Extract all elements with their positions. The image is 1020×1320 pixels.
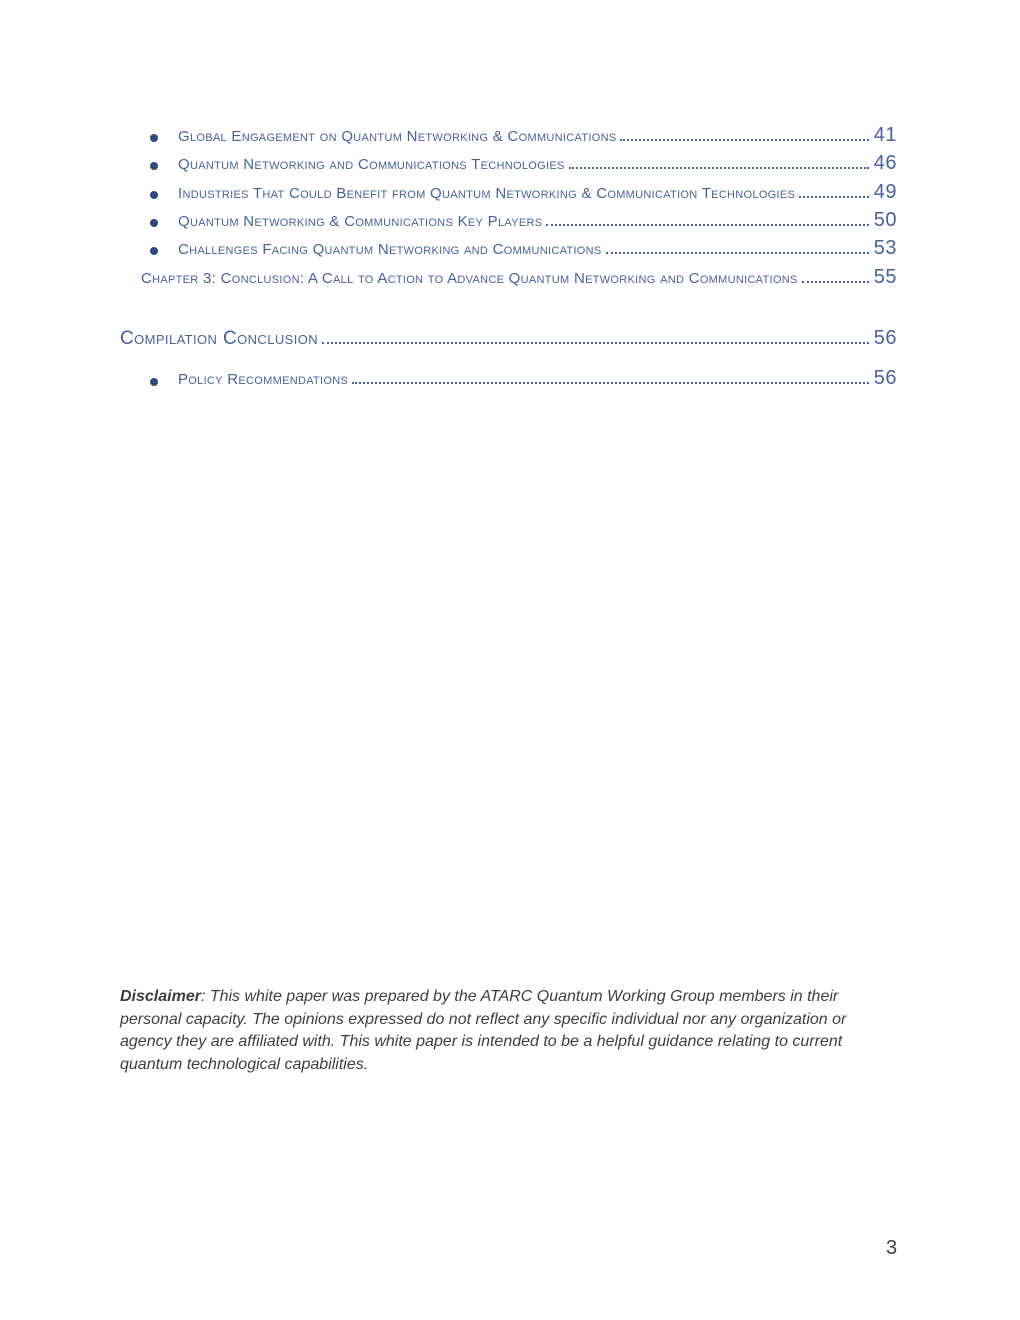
disclaimer-line: personal capacity. The opinions expressed do not reflect any specific individual nor any organization or bbox=[120, 1010, 847, 1028]
toc-entry-page: 46 bbox=[873, 152, 897, 175]
toc-entry-label: Global Engagement on Quantum Networking & Communications bbox=[178, 128, 617, 145]
toc-entry-industries-benefit[interactable] bbox=[120, 181, 897, 209]
toc-entry-label: Policy Recommendations bbox=[178, 370, 349, 388]
toc-entry-compilation-conclusion[interactable] bbox=[120, 327, 897, 363]
toc-entry-challenges[interactable] bbox=[120, 237, 897, 265]
toc-entry-page: 41 bbox=[873, 124, 897, 146]
toc-entry-networking-technologies[interactable] bbox=[120, 152, 897, 180]
toc-entry-global-engagement[interactable] bbox=[120, 124, 897, 152]
toc-entry-label: Quantum Networking & Communications Key Players bbox=[178, 212, 543, 230]
toc-entry-page: 49 bbox=[873, 180, 897, 203]
toc-entry-page: 50 bbox=[873, 208, 897, 231]
bullet-icon bbox=[150, 378, 158, 386]
disclaimer-line-text: : This white paper was prepared by the ATARC Quantum Working Group members in their bbox=[200, 988, 839, 1005]
toc-entry-chapter-3[interactable] bbox=[120, 266, 897, 294]
disclaimer-line: quantum technological capabilities. bbox=[120, 1055, 369, 1073]
toc-entry-label: Challenges Facing Quantum Networking and Communications bbox=[178, 241, 602, 259]
toc-entry-page: 55 bbox=[873, 265, 897, 288]
dot-leader bbox=[352, 382, 869, 384]
toc-entry-page: 56 bbox=[873, 366, 897, 389]
footer-page-number: 3 bbox=[886, 1237, 898, 1259]
bullet-icon bbox=[150, 162, 158, 170]
toc-entry-key-players[interactable] bbox=[120, 209, 897, 237]
dot-leader bbox=[569, 167, 869, 169]
dot-leader bbox=[802, 281, 869, 283]
bullet-icon bbox=[150, 134, 158, 142]
toc-entry-page: 53 bbox=[873, 237, 897, 260]
dot-leader bbox=[606, 252, 869, 254]
dot-leader bbox=[620, 139, 868, 141]
disclaimer-lead: Disclaimer bbox=[120, 988, 201, 1005]
dot-leader bbox=[322, 342, 869, 344]
toc-entry-label: Chapter 3: Conclusion: A Call to Action to Advance Quantum Networking and Communications bbox=[141, 269, 798, 287]
bullet-icon bbox=[150, 247, 158, 255]
disclaimer-line bbox=[120, 986, 846, 1009]
toc-entry-label: Quantum Networking and Communications Technologies bbox=[178, 156, 565, 174]
dot-leader bbox=[546, 224, 868, 226]
disclaimer-line: agency they are affiliated with. This white paper is intended to be a helpful guidance relating to current bbox=[120, 1033, 843, 1050]
bullet-icon bbox=[150, 191, 158, 199]
table-of-contents bbox=[120, 124, 897, 397]
dot-leader bbox=[799, 196, 869, 198]
toc-entry-label: Compilation Conclusion bbox=[120, 327, 319, 349]
toc-entry-policy-recommendations[interactable] bbox=[120, 367, 897, 397]
disclaimer-paragraph bbox=[120, 986, 846, 1076]
toc-entry-page: 56 bbox=[873, 326, 897, 349]
bullet-icon bbox=[150, 219, 158, 227]
toc-entry-label: Industries That Could Benefit from Quantum Networking & Communication Technologies bbox=[178, 184, 796, 202]
